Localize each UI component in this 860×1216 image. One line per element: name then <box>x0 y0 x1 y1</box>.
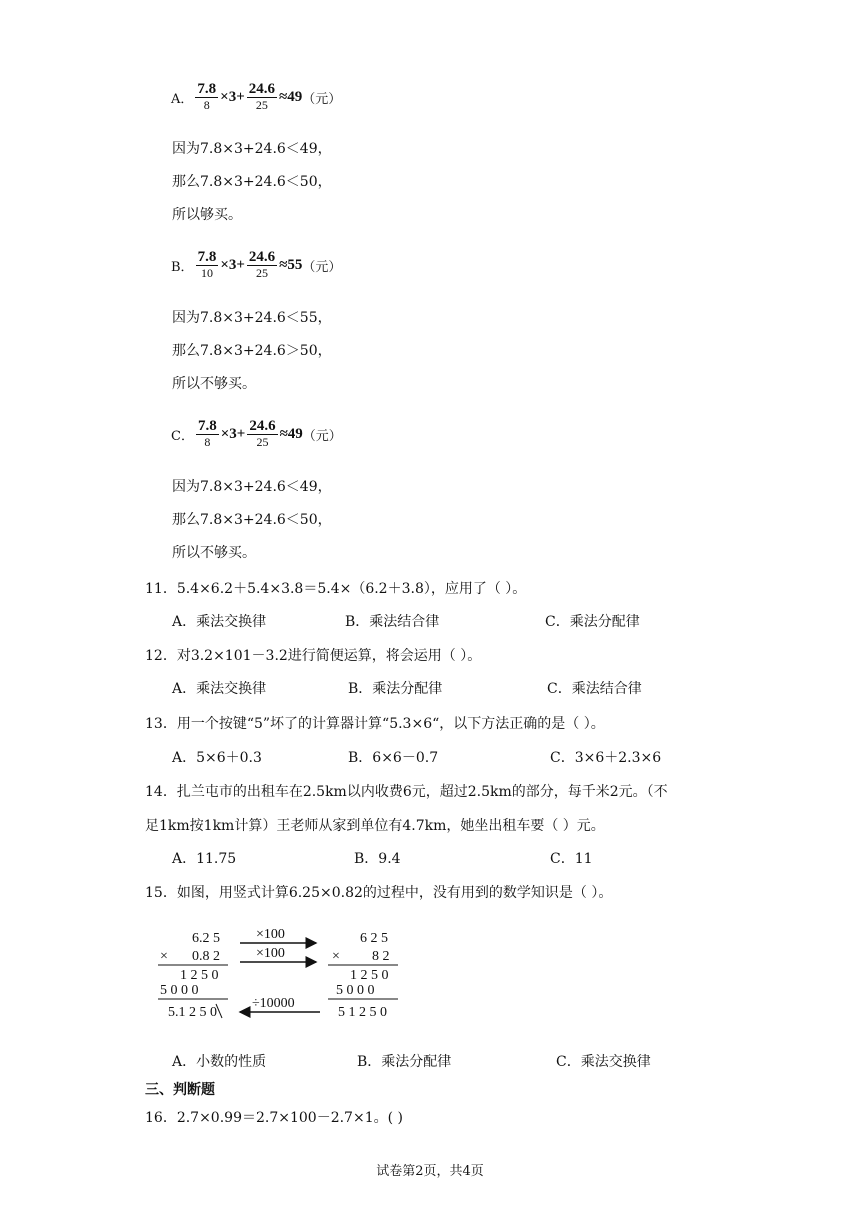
q11-option-a[interactable]: A．乘法交换律 <box>172 614 267 630</box>
operator: ×3+ <box>220 426 246 442</box>
q10-c-line-1: 因为7.8×3+24.6＜49， <box>172 479 332 495</box>
q12-option-c[interactable]: C．乘法结合律 <box>547 681 642 697</box>
q15-option-a[interactable]: A．小数的性质 <box>172 1054 267 1070</box>
q10-b-line-1: 因为7.8×3+24.6＜55， <box>172 310 332 326</box>
q10-b-line-2: 那么7.8×3+24.6＞50， <box>172 343 332 359</box>
q13-option-c[interactable]: C．3×6＋2.3×6 <box>550 750 662 766</box>
option-label: B． <box>171 260 194 275</box>
option-label: A． <box>171 92 194 107</box>
fraction: $\frac{7.8}{8}$ <box>197 81 217 112</box>
q11-option-b[interactable]: B．乘法结合律 <box>345 614 440 630</box>
q15-vertical-multiplication-figure <box>150 922 410 1027</box>
q10-a-line-2: 那么7.8×3+24.6＜50， <box>172 174 332 190</box>
left-times-sign: × <box>160 949 168 964</box>
q16-stem: 16．2.7×0.99＝2.7×100－2.7×1。( ) <box>145 1110 403 1126</box>
left-row-4: 5 0 0 0 <box>160 983 199 998</box>
q14-stem-line-2: 足1km按1km计算）王老师从家到单位有4.7km，她坐出租车要（ ）元。 <box>145 818 605 834</box>
q11-stem: 11．5.4×6.2＋5.4×3.8＝5.4×（6.2＋3.8），应用了（ ）。 <box>145 581 527 597</box>
arrow-label-3: ÷10000 <box>252 996 295 1011</box>
q14-option-c[interactable]: C．11 <box>550 851 593 867</box>
q10-a-line-1: 因为7.8×3+24.6＜49， <box>172 141 332 157</box>
q15-stem: 15．如图，用竖式计算6.25×0.82的过程中，没有用到的数学知识是（ ）。 <box>145 885 613 901</box>
fraction: $\frac{24.6}{25}$ <box>249 418 276 449</box>
left-row-2: 0.8 2 <box>192 949 220 964</box>
page-footer: 试卷第2页，共4页 <box>376 1164 484 1179</box>
right-row-4: 5 0 0 0 <box>336 983 375 998</box>
right-row-1: 6 2 5 <box>360 931 388 946</box>
right-row-2: 8 2 <box>372 949 390 964</box>
q15-option-c[interactable]: C．乘法交换律 <box>556 1054 651 1070</box>
left-row-1: 6.2 5 <box>192 931 220 946</box>
q15-option-b[interactable]: B．乘法分配律 <box>357 1054 452 1070</box>
q10-option-b-expression <box>171 250 341 281</box>
left-row-3: 1 2 5 0 <box>180 968 219 983</box>
q10-option-a-expression <box>171 82 341 113</box>
right-times-sign: × <box>332 949 340 964</box>
operator: ×3+ <box>220 257 245 273</box>
right-row-3: 1 2 5 0 <box>350 968 389 983</box>
q10-c-line-3: 所以不够买。 <box>172 545 256 561</box>
q14-option-b[interactable]: B．9.4 <box>354 851 401 867</box>
approx-value: ≈55 <box>279 257 303 273</box>
q10-option-c-expression <box>171 419 342 450</box>
q13-stem: 13．用一个按键“5”坏了的计算器计算“5.3×6“，以下方法正确的是（ ）。 <box>145 716 605 732</box>
q13-option-b[interactable]: B．6×6－0.7 <box>348 750 439 766</box>
left-row-5: 5.1 2 5 0 <box>168 1005 217 1020</box>
q12-option-a[interactable]: A．乘法交换律 <box>172 681 267 697</box>
fraction: $\frac{24.6}{25}$ <box>248 249 276 280</box>
option-label: C． <box>171 429 194 444</box>
fraction: $\frac{7.8}{8}$ <box>197 418 217 449</box>
unit: （元） <box>302 260 342 275</box>
approx-value: ≈49 <box>279 89 303 105</box>
q10-a-line-3: 所以够买。 <box>172 207 242 223</box>
arrow-label-2: ×100 <box>256 946 285 961</box>
q12-stem: 12．对3.2×101－3.2进行简便运算，将会运用（ ）。 <box>145 648 482 664</box>
q12-option-b[interactable]: B．乘法分配律 <box>348 681 443 697</box>
q14-option-a[interactable]: A．11.75 <box>172 851 237 867</box>
q14-stem-line-1: 14．扎兰屯市的出租车在2.5km以内收费6元，超过2.5km的部分，每千米2元。（不 <box>145 784 668 800</box>
fraction: $\frac{24.6}{25}$ <box>248 81 275 112</box>
fraction: $\frac{7.8}{10}$ <box>197 249 217 280</box>
operator: ×3+ <box>220 89 245 105</box>
q11-option-c[interactable]: C．乘法分配律 <box>545 614 640 630</box>
q10-c-line-2: 那么7.8×3+24.6＜50， <box>172 512 332 528</box>
right-row-5: 5 1 2 5 0 <box>338 1005 387 1020</box>
arrow-label-1: ×100 <box>256 927 285 942</box>
q13-option-a[interactable]: A．5×6＋0.3 <box>172 750 262 766</box>
section-title-judgement: 三、判断题 <box>145 1082 215 1098</box>
approx-value: ≈49 <box>279 426 303 442</box>
unit: （元） <box>302 92 342 107</box>
q10-b-line-3: 所以不够买。 <box>172 376 256 392</box>
unit: （元） <box>302 429 342 444</box>
